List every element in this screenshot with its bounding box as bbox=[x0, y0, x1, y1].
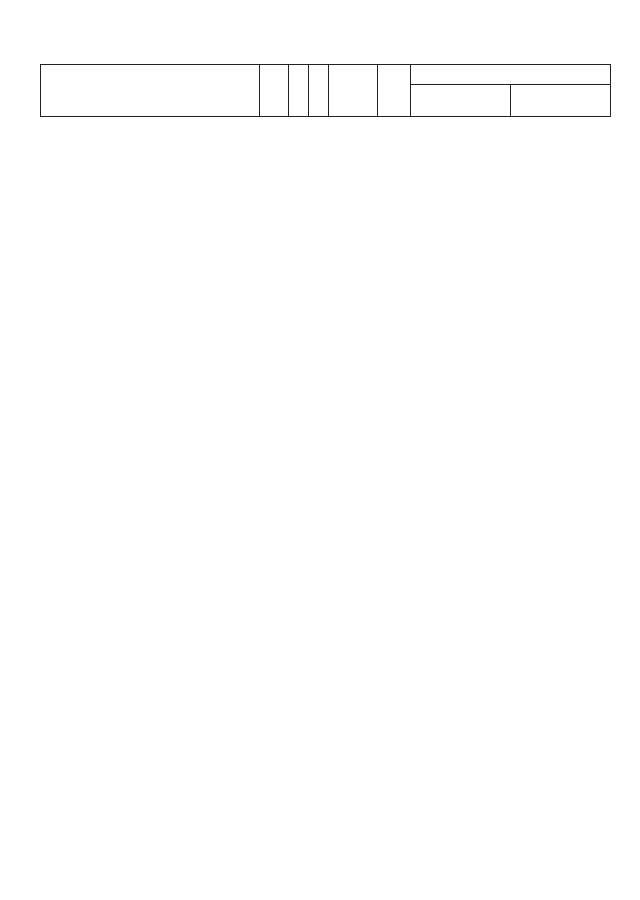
table-header bbox=[40, 64, 611, 117]
header-rz bbox=[288, 64, 309, 117]
header-vr bbox=[377, 64, 411, 117]
header-name bbox=[40, 64, 260, 117]
header-csr bbox=[328, 64, 378, 117]
header-min bbox=[259, 64, 289, 117]
header-year-2009 bbox=[410, 84, 511, 117]
header-pr bbox=[308, 64, 329, 117]
header-year-2010 bbox=[510, 84, 611, 117]
header-planned-period bbox=[410, 64, 611, 85]
